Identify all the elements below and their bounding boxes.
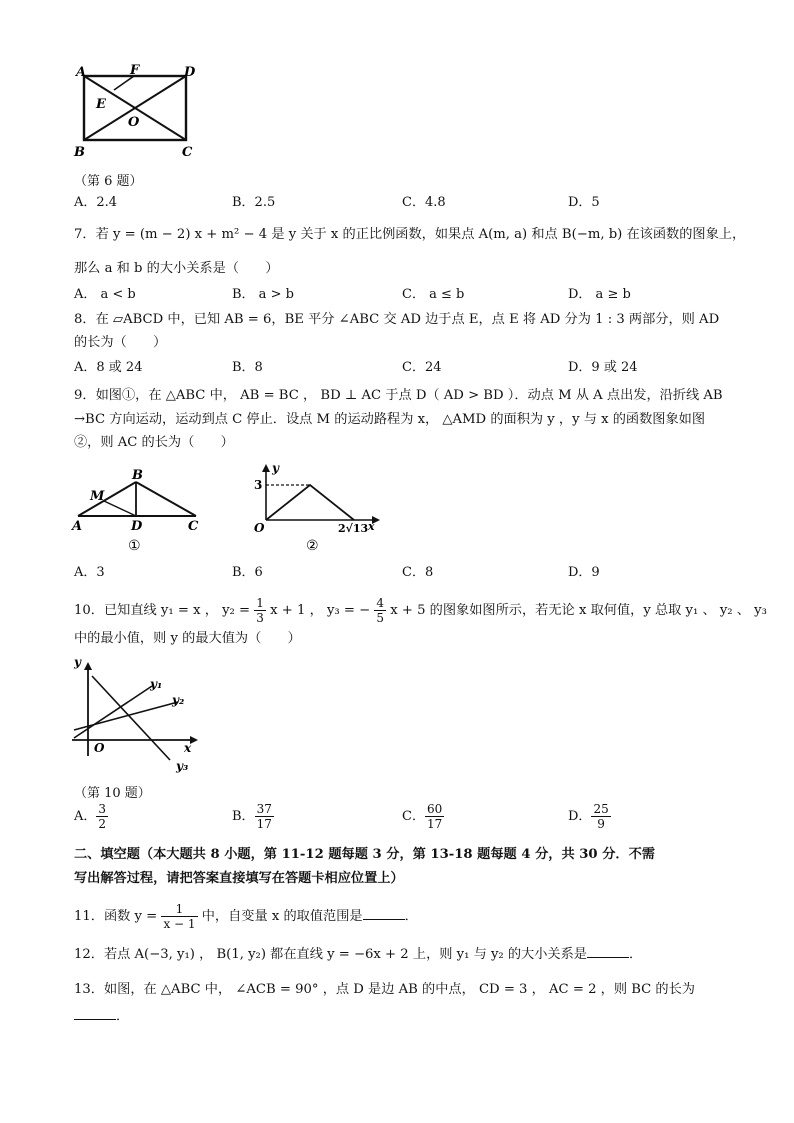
label-x: x [184,741,192,755]
q6-option-c: C．4.8 [402,195,446,210]
figure-q10 [66,652,206,776]
q7-stem-line2: 那么 a 和 b 的大小关系是（ ） [74,261,279,276]
label-d: D [184,65,196,80]
q12-stem: 12．若点 A(−3, y₁) ， B(1, y₂) 都在直线 y = −6x + 2 上，则 y₁ 与 y₂ 的大小关系是 ． [74,947,643,962]
label-x: x [368,520,375,533]
q10-stem-part-c: x + 5 的图象如图所示，若无论 x 取何值，y 总取 y₁ 、 y₂ 、 y₃ [390,603,767,618]
q13-stem-line1: 13．如图，在 △ABC 中， ∠ACB = 90° ，点 D 是边 AB 的中点， CD = 3 ， AC = 2 ，则 BC 的长为 [74,982,695,997]
section-2-heading-line1: 二、填空题（本大题共 8 小题，第 11-12 题每题 3 分，第 13-18 题每题 4 分，共 30 分．不需 [74,847,655,862]
q9-stem-line3: ②，则 AC 的长为（ ） [74,435,234,450]
q10-fraction-one-third: $\frac{1}{3}$ [256,596,264,625]
option-c-fraction: $\frac{60}{17}$ [426,802,443,831]
label-y: y [272,461,279,475]
label-y1: y₁ [150,677,163,691]
q8-option-c: C．24 [402,360,442,375]
label-o: O [94,741,105,755]
label-m: M [90,489,105,504]
q12-answer-blank[interactable] [587,945,629,958]
q8-stem-line2: 的长为（ ） [74,335,167,350]
q8-option-d: D．9 或 24 [568,360,638,375]
q8-option-b: B．8 [232,360,263,375]
figure-caption-q10: （第 10 题） [74,786,151,801]
label-c: C [182,145,193,160]
label-three: 3 [254,478,263,492]
q13-stem-line2: ． [74,1007,129,1026]
q10-stem-part-a: 10．已知直线 y₁ = x ， y₂ = [74,603,251,618]
q6-option-b: B．2.5 [232,195,276,210]
q10-option-d: D． $\frac{25}{9}$ [568,802,609,831]
figure-caption-q6: （第 6 题） [74,174,143,189]
q8-stem-line1: 8．在 ▱ABCD 中，已知 AB = 6，BE 平分 ∠ABC 交 AD 边于点 E，点 E 将 AD 分为 1 : 3 两部分，则 AD [74,312,720,327]
label-o: O [128,115,140,130]
q10-option-c: C． $\frac{60}{17}$ [402,802,443,831]
q11-answer-blank[interactable] [363,907,405,920]
figure-tag-1: ① [128,538,141,554]
q9-option-a: A．3 [74,565,105,580]
label-f: F [130,63,140,78]
q7-option-a: A． a < b [74,287,136,302]
label-d: D [131,519,143,534]
q7-option-b: B． a > b [232,287,294,302]
q7-option-c: C． a ≤ b [402,287,465,302]
line-y2 [74,702,178,730]
figure-tag-2: ② [306,538,319,554]
figure-q9-triangle [70,466,210,558]
q10-stem-part-b: x + 1 ， y₃ = − [270,603,371,618]
q10-stem-line1 [74,596,767,625]
option-b-fraction: $\frac{37}{17}$ [256,802,272,831]
option-a-fraction: $\frac{3}{2}$ [98,802,107,831]
label-y2: y₂ [172,693,185,707]
q8-option-a: A．8 或 24 [74,360,143,375]
label-b: B [132,468,143,483]
label-e: E [96,97,106,112]
option-d-fraction: $\frac{25}{9}$ [593,802,609,831]
side-ab [78,482,136,516]
figure-q9-graph [244,460,384,556]
y-axis-arrow-icon [262,464,270,472]
q7-stem-line1: 7．若 y = (m − 2) x + m² − 4 是 y 关于 x 的正比例函数，如果点 A(m, a) 和点 B(−m, b) 在该函数的图象上， [74,227,746,242]
q10-fraction-four-fifths: $\frac{4}{5}$ [376,596,385,625]
side-bc [136,482,196,516]
section-2-heading-line2: 写出解答过程，请把答案直接填写在答题卡相应位置上） [74,871,404,886]
q10-option-b: B． $\frac{37}{17}$ [232,802,272,831]
figure-q6 [70,62,200,162]
x-axis-arrow-icon [190,736,198,744]
label-y3: y₃ [176,759,189,773]
graph-line [266,485,354,520]
q11-stem: 11．函数 y = $\frac{1}{x - 1}$ 中，自变量 x 的取值范围是 ． [74,902,418,931]
q9-stem-line1: 9．如图①，在 △ABC 中， AB = BC ， BD ⊥ AC 于点 D（ AD > BD ）．动点 M 从 A 点出发，沿折线 AB [74,388,723,403]
label-a: A [76,65,87,80]
q13-answer-blank[interactable] [74,1007,116,1020]
q10-stem-line2: 中的最小值，则 y 的最大值为（ ） [74,631,301,646]
segment-md [104,501,136,516]
label-a: A [72,519,83,534]
label-end: 2√13 [338,522,369,535]
q9-stem-line2: →BC 方向运动，运动到点 C 停止．设点 M 的运动路程为 x， △AMD 的面积为 y ，y 与 x 的函数图象如图 [74,412,706,427]
q11-fraction: $\frac{1}{x - 1}$ [163,902,196,931]
label-c: C [188,519,199,534]
q7-option-d: D． a ≥ b [568,287,631,302]
label-o: O [254,521,265,535]
label-b: B [74,145,85,160]
q9-option-b: B．6 [232,565,263,580]
q9-option-c: C．8 [402,565,434,580]
y-axis-arrow-icon [84,662,92,670]
q10-option-a: A． $\frac{3}{2}$ [74,802,107,831]
q9-option-d: D．9 [568,565,600,580]
q6-option-d: D．5 [568,195,600,210]
segment-ef [114,76,134,90]
label-y: y [74,655,81,669]
q6-option-a: A．2.4 [74,195,118,210]
